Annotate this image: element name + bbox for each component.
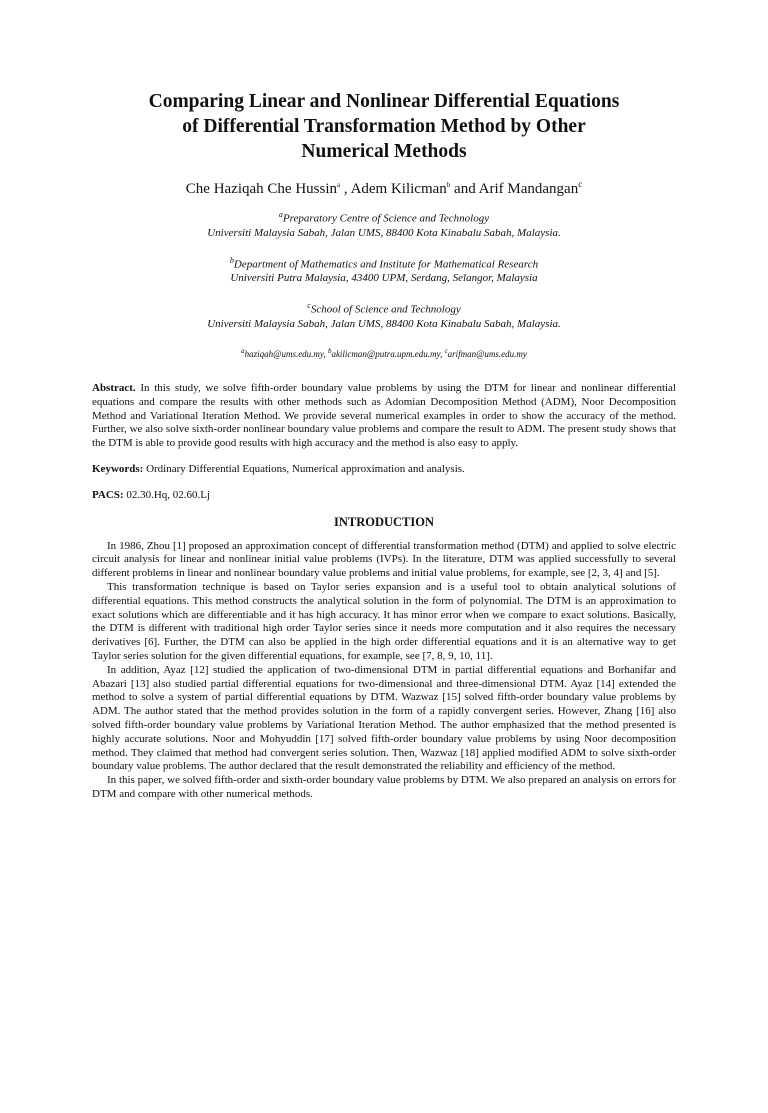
author-list — [92, 174, 676, 199]
abstract — [92, 382, 676, 451]
author-2: Adem Kilicman — [350, 181, 447, 197]
affiliation-c-line-2: Universiti Malaysia Sabah, Jalan UMS, 88400 Kota Kinabalu Sabah, Malaysia. — [207, 317, 561, 330]
email-list — [92, 345, 676, 360]
email-2[interactable]: akilicman@putra.upm.edu.my, — [331, 348, 445, 359]
paper-page — [0, 89, 768, 1113]
affiliation-a-marker: a — [278, 210, 283, 219]
section-heading: INTRODUCTION — [333, 514, 434, 529]
abstract-label: Abstract. — [92, 381, 136, 394]
author-separator-2: and — [450, 181, 479, 197]
author-1-marker: a — [337, 181, 341, 189]
email-3-marker: c — [444, 346, 448, 355]
pacs — [92, 489, 676, 503]
author-3: Arif Mandangan — [478, 181, 579, 197]
title-line-2: of Differential Transformation Method by Other — [182, 116, 586, 137]
affiliation-c-marker: c — [307, 301, 311, 311]
paragraph: In this paper, we solved fifth-order and sixth-order boundary value problems by DTM. We also prepared an analysis on errors for DTM and compare with other numerical methods. — [92, 774, 676, 800]
affiliation-a-line-2: Universiti Malaysia Sabah, Jalan UMS, 88400 Kota Kinabalu Sabah, Malaysia. — [207, 226, 561, 239]
introduction-body — [92, 540, 676, 802]
author-2-marker: b — [446, 181, 451, 189]
paragraph: In 1986, Zhou [1] proposed an approximation concept of differential transformation method (DTM) and applied to solve electric circuit analysis for linear and nonlinear initial value problems (IVPs). In the literature, DTM was applied successfully to several different problems in linear and nonlinear boundary value problems and initial value problems, for example, see [2, 3, 4] and [5]. — [92, 539, 676, 580]
affiliation-c-line-1: School of Science and Technology — [310, 303, 461, 316]
author-separator-1: , — [340, 181, 351, 197]
keywords-label: Keywords: — [92, 462, 144, 475]
abstract-text: In this study, we solve fifth-order boundary value problems by using the DTM for linear and nonlinear differential equations and compare the results with other methods such as Adomian Decomposition Method (ADM), Noor Decomposition Method and Variational Iteration Method. We provide several numerical examples in order to show the accuracy of the method. Further, we also solve sixth-order nonlinear boundary value problems and compare the result to ADM. The present study shows that the DTM is able to provide good results with high accuracy and the method is also easy to apply. — [92, 381, 676, 450]
email-1-marker: a — [241, 346, 245, 355]
title-line-1: Comparing Linear and Nonlinear Differential Equations — [148, 91, 620, 112]
affiliation-b-line-2: Universiti Putra Malaysia, 43400 UPM, Serdang, Selangor, Malaysia — [230, 272, 538, 285]
author-3-marker: c — [578, 179, 583, 189]
author-1: Che Haziqah Che Hussin — [185, 181, 338, 197]
email-3[interactable]: arifman@ums.edu.my — [447, 348, 527, 359]
affiliation-c — [92, 299, 676, 331]
affiliation-b-line-1: Department of Mathematics and Institute for Mathematical Research — [233, 258, 539, 271]
email-1[interactable]: haziqah@ums.edu.my, — [244, 348, 328, 359]
pacs-text: 02.30.Hq, 02.60.Lj — [123, 488, 211, 501]
keywords — [92, 463, 676, 477]
paragraph: In addition, Ayaz [12] studied the application of two-dimensional DTM in partial differential equations and Borhanifar and Abazari [13] also studied partial differential equations for two-dimensional and three-dimensional DTM. Ayaz [14] extended the method to solve a system of partial differential equations by DTM. Wazwaz [15] solved fifth-order boundary value problems by ADM. The author stated that the method provides solution in the form of a rapidly convergent series. However, Zhang [16] also solved fifth-order boundary value problems by Variational Iteration Method. The author emphasized that the method presented is highly accurate solutions. Noor and Mohyuddin [17] solved fifth-order boundary value problems by using Noor decomposition method. They claimed that method had convergent series solution. Then, Wazwaz [18] applied modified ADM to solve sixth-order boundary value problems. The author declared that the result demonstrated the reliability and efficiency of the method. — [92, 663, 676, 773]
paragraph: This transformation technique is based on Taylor series expansion and is a useful tool to obtain analytical solutions of differential equations. This method constructs the analytical solution in the form of polynomial. The DTM is an approximation to exact solutions which are differentiable and it has high accuracy. It has minor error when we compare to exact solutions. Basically, the DTM is different with traditional high order Taylor series since it needs more computation and it also requires the necessary derivatives [6]. Further, the DTM can also be applied in the high order differential equations and it is an alternative way to get Taylor series solution for the given differential equations, for example, see [7, 8, 9, 10, 11]. — [92, 580, 676, 662]
affiliation-a-line-1: Preparatory Centre of Science and Technology — [282, 212, 490, 225]
affiliation-b-marker: b — [229, 255, 234, 265]
affiliation-a — [92, 208, 676, 240]
title-line-3: Numerical Methods — [301, 141, 467, 162]
email-2-marker: b — [327, 346, 332, 355]
paper-title — [92, 89, 676, 164]
affiliation-b — [92, 254, 676, 286]
keywords-text: Ordinary Differential Equations, Numerical approximation and analysis. — [143, 462, 465, 475]
pacs-label: PACS: — [92, 488, 124, 501]
